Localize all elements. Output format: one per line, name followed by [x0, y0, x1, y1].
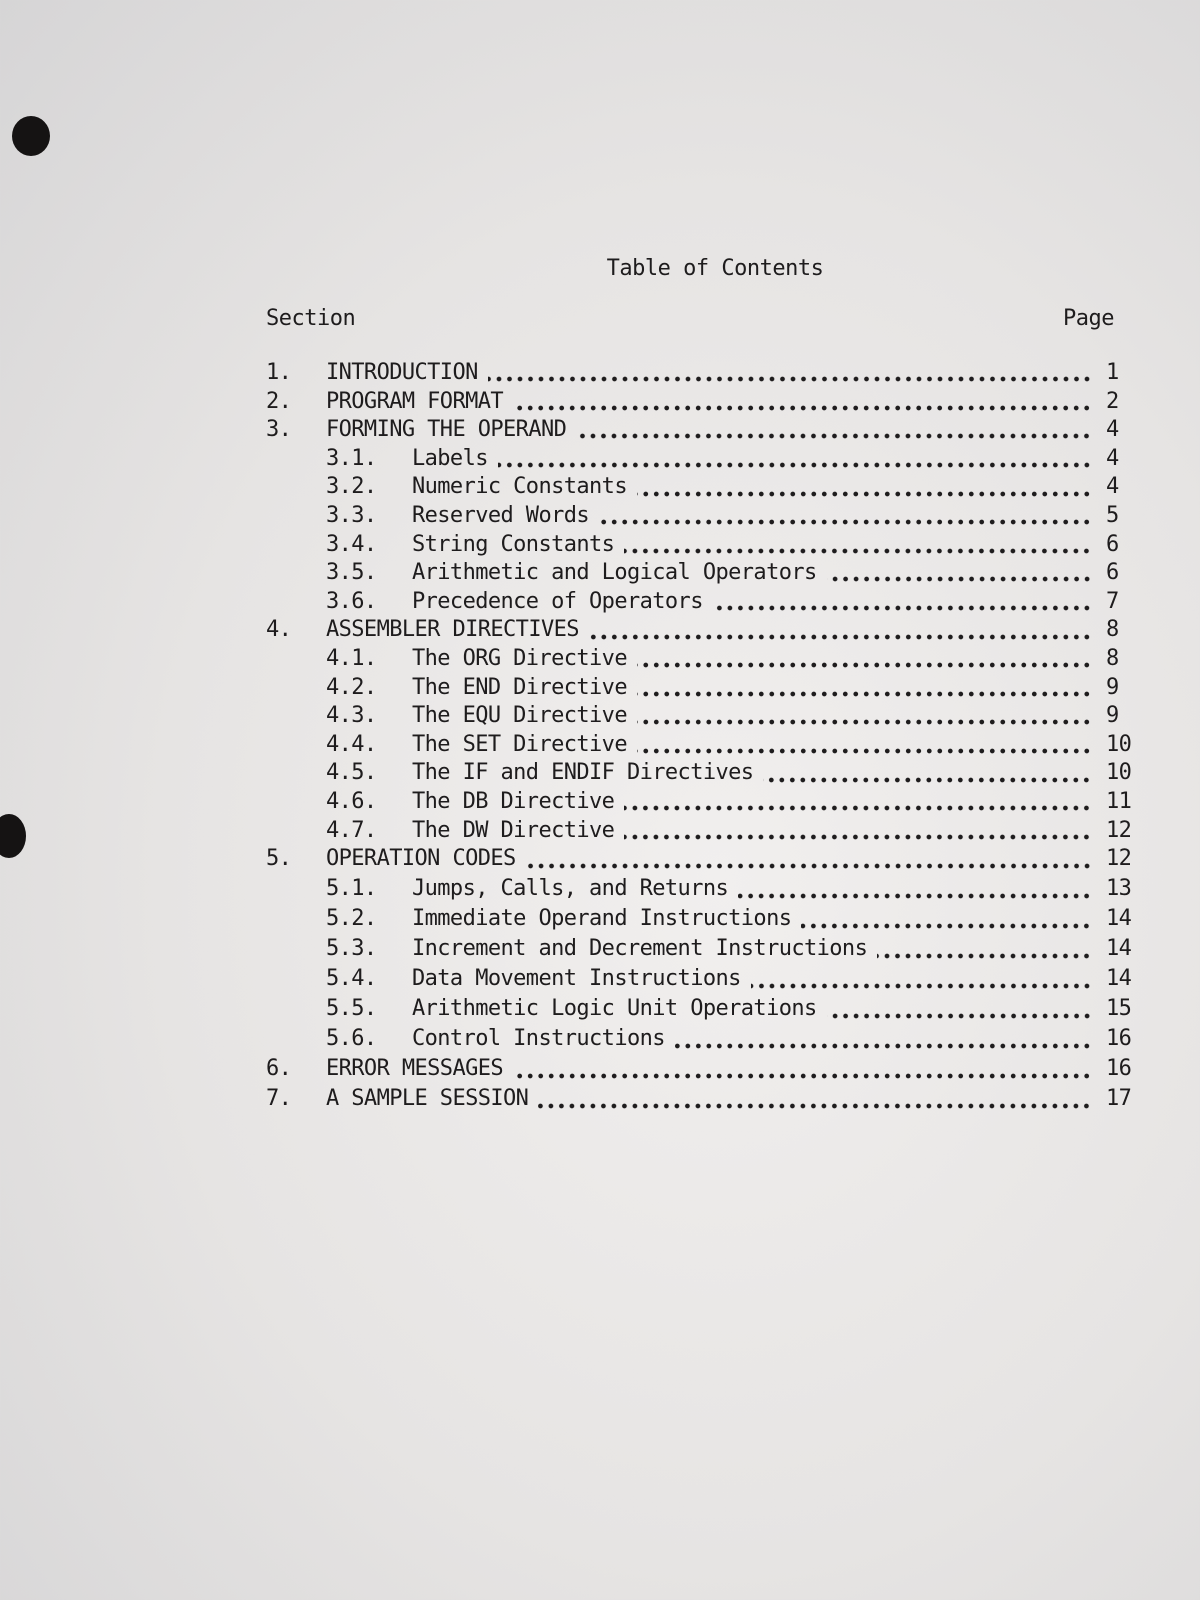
entry-page: 16	[1106, 1026, 1132, 1052]
toc-entry	[266, 1086, 1146, 1116]
entry-title: OPERATION CODES	[326, 846, 516, 872]
toc-entry	[266, 446, 1146, 475]
entry-number: 3.5.	[326, 560, 377, 586]
entry-title: Reserved Words	[412, 502, 590, 528]
entry-title: A SAMPLE SESSION	[326, 1086, 529, 1112]
dot-leader	[576, 432, 1092, 440]
toc-entry	[266, 1026, 1146, 1056]
dot-leader	[877, 952, 1092, 960]
entry-title: The DB Directive	[412, 788, 615, 814]
entry-page: 11	[1106, 788, 1132, 814]
toc-entry	[266, 360, 1146, 389]
dot-leader	[827, 575, 1092, 583]
entry-number: 3.	[266, 417, 292, 443]
entry-title: The END Directive	[412, 674, 627, 700]
entry-page: 13	[1106, 876, 1132, 902]
toc-entry	[266, 532, 1146, 561]
entry-page: 7	[1106, 588, 1119, 614]
toc-entry	[266, 474, 1146, 503]
entry-title: ASSEMBLER DIRECTIVES	[326, 617, 579, 643]
entry-title: The IF and ENDIF Directives	[412, 760, 754, 786]
entry-page: 16	[1106, 1056, 1132, 1082]
entry-number: 5.3.	[326, 936, 377, 962]
dot-leader	[637, 661, 1092, 669]
entry-number: 4.1.	[326, 645, 377, 671]
dot-leader	[675, 1042, 1092, 1050]
entry-number: 4.3.	[326, 703, 377, 729]
toc-entry	[266, 789, 1146, 818]
toc-entry	[266, 732, 1146, 761]
entry-title: ERROR MESSAGES	[326, 1056, 504, 1082]
entry-page: 12	[1106, 817, 1132, 843]
table-of-contents	[266, 360, 1146, 1116]
toc-entry	[266, 966, 1146, 996]
entry-page: 10	[1106, 760, 1132, 786]
dot-leader	[624, 833, 1092, 841]
toc-entry	[266, 617, 1146, 646]
entry-number: 3.2.	[326, 474, 377, 500]
entry-number: 4.2.	[326, 674, 377, 700]
entry-title: Numeric Constants	[412, 474, 627, 500]
entry-page: 2	[1106, 388, 1119, 414]
entry-number: 4.4.	[326, 731, 377, 757]
entry-title: Arithmetic Logic Unit Operations	[412, 996, 817, 1022]
entry-page: 9	[1106, 674, 1119, 700]
entry-title: Jumps, Calls, and Returns	[412, 876, 729, 902]
dot-leader	[637, 690, 1092, 698]
toc-entry	[266, 560, 1146, 589]
entry-title: The EQU Directive	[412, 703, 627, 729]
punch-hole-middle	[0, 814, 26, 858]
toc-entry	[266, 503, 1146, 532]
toc-entry	[266, 936, 1146, 966]
entry-page: 15	[1106, 996, 1132, 1022]
entry-title: FORMING THE OPERAND	[326, 417, 567, 443]
entry-title: INTRODUCTION	[326, 360, 478, 385]
toc-entry	[266, 876, 1146, 906]
entry-title: PROGRAM FORMAT	[326, 388, 504, 414]
entry-number: 6.	[266, 1056, 292, 1082]
page-title: Table of Contents	[606, 256, 824, 281]
toc-entry	[266, 417, 1146, 446]
entry-title: Data Movement Instructions	[412, 966, 741, 992]
entry-title: Precedence of Operators	[412, 588, 703, 614]
dot-leader	[827, 1012, 1092, 1020]
entry-title: The DW Directive	[412, 817, 615, 843]
dot-leader	[751, 982, 1092, 990]
entry-page: 8	[1106, 617, 1119, 643]
entry-title: The SET Directive	[412, 731, 627, 757]
dot-leader	[637, 718, 1092, 726]
dot-leader	[763, 776, 1092, 784]
entry-number: 5.6.	[326, 1026, 377, 1052]
dot-leader	[513, 1072, 1092, 1080]
entry-title: Control Instructions	[412, 1026, 665, 1052]
entry-number: 4.	[266, 617, 292, 643]
dot-leader	[738, 892, 1092, 900]
dot-leader	[801, 922, 1092, 930]
dot-leader	[513, 404, 1092, 412]
entry-page: 9	[1106, 703, 1119, 729]
entry-page: 6	[1106, 531, 1119, 557]
toc-entry	[266, 589, 1146, 618]
entry-title: Increment and Decrement Instructions	[412, 936, 868, 962]
toc-entry	[266, 389, 1146, 418]
entry-number: 3.4.	[326, 531, 377, 557]
entry-page: 14	[1106, 906, 1132, 932]
dot-leader	[589, 633, 1092, 641]
entry-title: String Constants	[412, 531, 615, 557]
entry-page: 1	[1106, 360, 1119, 385]
page-column-header: Page	[1063, 306, 1114, 331]
toc-entry	[266, 1056, 1146, 1086]
entry-page: 4	[1106, 417, 1119, 443]
punch-hole-top	[12, 116, 50, 156]
section-column-header: Section	[266, 306, 356, 331]
dot-leader	[526, 862, 1092, 870]
entry-number: 4.5.	[326, 760, 377, 786]
entry-page: 6	[1106, 560, 1119, 586]
entry-number: 4.6.	[326, 788, 377, 814]
dot-leader	[637, 490, 1092, 498]
entry-page: 17	[1106, 1086, 1132, 1112]
toc-entry	[266, 646, 1146, 675]
entry-number: 7.	[266, 1086, 292, 1112]
entry-number: 2.	[266, 388, 292, 414]
entry-number: 5.5.	[326, 996, 377, 1022]
entry-title: Arithmetic and Logical Operators	[412, 560, 817, 586]
toc-entry	[266, 760, 1146, 789]
entry-number: 5.1.	[326, 876, 377, 902]
toc-entry	[266, 846, 1146, 876]
toc-entry	[266, 703, 1146, 732]
entry-page: 8	[1106, 645, 1119, 671]
entry-page: 5	[1106, 502, 1119, 528]
toc-entry	[266, 675, 1146, 704]
entry-number: 5.2.	[326, 906, 377, 932]
toc-entry	[266, 818, 1146, 847]
entry-title: Labels	[412, 445, 488, 471]
dot-leader	[637, 747, 1092, 755]
dot-leader	[624, 547, 1092, 555]
entry-page: 10	[1106, 731, 1132, 757]
entry-page: 14	[1106, 936, 1132, 962]
entry-title: Immediate Operand Instructions	[412, 906, 792, 932]
entry-number: 3.3.	[326, 502, 377, 528]
entry-page: 14	[1106, 966, 1132, 992]
entry-page: 4	[1106, 445, 1119, 471]
entry-number: 5.4.	[326, 966, 377, 992]
entry-number: 3.6.	[326, 588, 377, 614]
entry-number: 3.1.	[326, 445, 377, 471]
dot-leader	[624, 804, 1092, 812]
dot-leader	[713, 604, 1092, 612]
entry-number: 4.7.	[326, 817, 377, 843]
toc-entry	[266, 906, 1146, 936]
entry-number: 1.	[266, 360, 292, 385]
toc-entry	[266, 996, 1146, 1026]
entry-title: The ORG Directive	[412, 645, 627, 671]
dot-leader	[538, 1102, 1092, 1110]
dot-leader	[488, 375, 1092, 383]
entry-number: 5.	[266, 846, 292, 872]
entry-page: 4	[1106, 474, 1119, 500]
entry-page: 12	[1106, 846, 1132, 872]
dot-leader	[599, 518, 1092, 526]
dot-leader	[498, 461, 1092, 469]
